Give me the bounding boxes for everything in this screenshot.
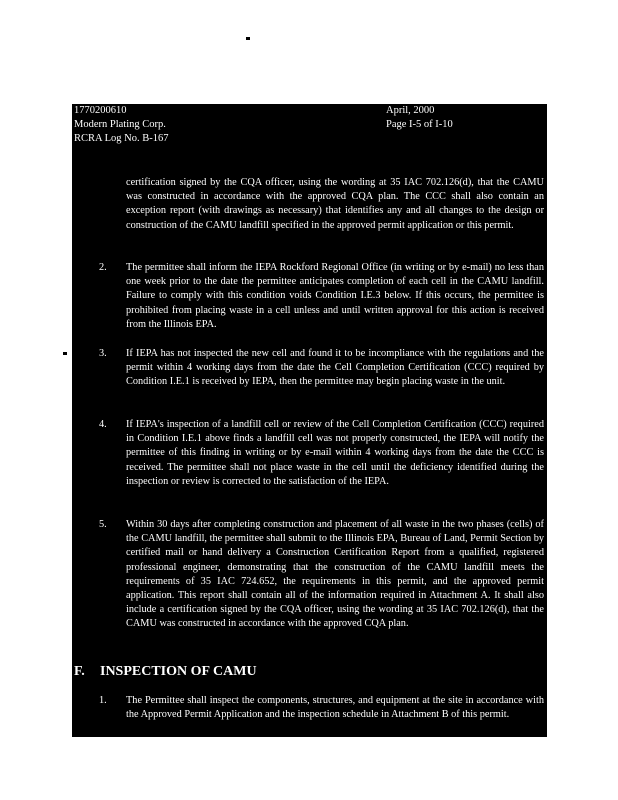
header-id: 1770200610: [74, 105, 127, 116]
item-number: 5.: [99, 519, 107, 530]
header-log: RCRA Log No. B-167: [74, 133, 169, 144]
section-title: INSPECTION OF CAMU: [100, 664, 257, 679]
item-number: 4.: [99, 419, 107, 430]
item-number: 3.: [99, 348, 107, 359]
item-text: Within 30 days after completing construction and placement of all waste in the two phases (cells) of the CAMU landfill, the permittee shall submit to the Illinois EPA, Bureau of Land, Permit Section by certified mail or hand delivery a Construction Certification Report from a qualified, registered professional engineer, demonstrating that the construction of the CAMU landfill meets the requirements of 35 IAC 724.652, the requirements in this permit, and the approved permit application. This report shall contain all of the information required in Attachment A. It shall also include a certification signed by the CQA officer, using the wording at 35 IAC 702.126(d), that the CAMU was constructed in accordance with the approved CQA plan.: [126, 519, 544, 630]
header-page: Page I-5 of I-10: [386, 119, 453, 130]
item-text: If IEPA's inspection of a landfill cell or review of the Cell Completion Certification (CCC) required in Condition I.E.1 above finds a landfill cell was not properly constructed, the IEPA will notify the permittee of this finding in writing or by e-mail within 4 working days from the date the CCC is received. The permittee shall not place waste in the cell until the deficiency identified during the inspection or review is corrected to the satisfaction of the IEPA.: [126, 419, 544, 487]
item-number: 2.: [99, 262, 107, 273]
header-right: [386, 104, 453, 132]
document-page: [72, 104, 547, 737]
item-text: If IEPA has not inspected the new cell and found it to be incompliance with the regulations and the permit within 4 working days from the date the Cell Completion Certification (CCC) required by Condition I.E.1 is received by IEPA, then the permittee may begin placing waste in the unit.: [126, 348, 544, 388]
scan-mark-top: [246, 37, 250, 40]
item-text: The Permittee shall inspect the components, structures, and equipment at the site in accordance with the Approved Permit Application and the inspection schedule in Attachment B of this permit.: [126, 695, 544, 721]
header-date: April, 2000: [386, 105, 435, 116]
header-company: Modern Plating Corp.: [74, 119, 166, 130]
section-letter: F.: [74, 664, 85, 679]
intro-paragraph: certification signed by the CQA officer, using the wording at 35 IAC 702.126(d), that the CAMU was constructed in accordance with the approved CQA plan. The CCC shall also contain an exception report (with drawings as necessary) that identifies any and all changes to the design or construction of the CAMU landfill specified in the approved permit application or this permit.: [126, 177, 544, 231]
item-number: 1.: [99, 695, 107, 706]
section-heading: [74, 664, 257, 680]
item-text: The permittee shall inform the IEPA Rockford Regional Office (in writing or by e-mail) no less than one week prior to the date the permittee anticipates completion of each cell in the CAMU landfill. Failure to comply with this condition voids Condition I.E.3 below. If this occurs, the permittee is prohibited from placing waste in a cell unless and until written approval for this action is received from the Illinois EPA.: [126, 262, 544, 330]
scan-mark-left: [63, 352, 67, 355]
page-header: [74, 104, 544, 146]
